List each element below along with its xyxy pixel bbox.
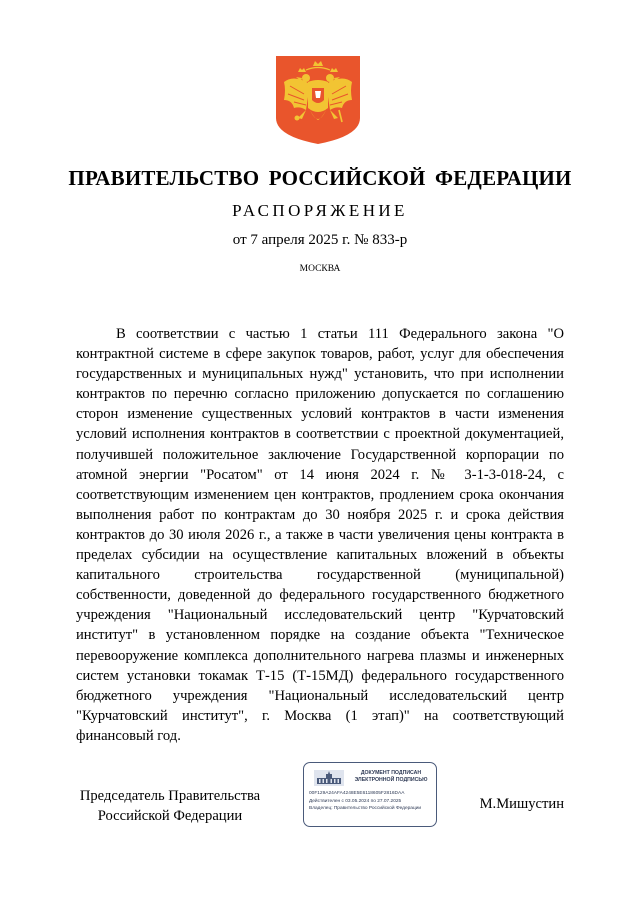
electronic-signature-stamp [303, 762, 437, 827]
stamp-title-line2: ЭЛЕКТРОННОЙ ПОДПИСЬЮ [354, 776, 428, 783]
stamp-validity: Действителен с 03.05.2024 по 27.07.2025 [309, 799, 402, 804]
signer-position-line2: Российской Федерации [97, 808, 243, 824]
coat-of-arms-emblem [276, 56, 360, 144]
stamp-title [348, 770, 434, 783]
signer-position [70, 786, 270, 826]
government-title: ПРАВИТЕЛЬСТВО РОССИЙСКОЙ ФЕДЕРАЦИИ [68, 166, 572, 190]
signer-name: М.Мишустин [479, 796, 564, 812]
document-type: РАСПОРЯЖЕНИЕ [232, 201, 408, 220]
stamp-certificate-serial: 00F129A24AFA4248E5E6118605F2816DAA [309, 791, 405, 796]
government-building-icon [314, 770, 344, 786]
signer-position-line1: Председатель Правительства [79, 788, 261, 804]
order-body-paragraph: В соответствии с частью 1 статьи 111 Федерального закона "О контрактной системе в сфере закупок товаров, работ, услуг для обеспечения государственных и муниципальных нужд" установить, что при исполнении контрактов по перечню согласно приложению допускается по соглашению сторон изменение существенных условий контрактов в части изменения условий исполнения контрактов в соответствии с проектной документацией, получившей положительное заключение Государственной корпорации по атомной энергии "Росатом" от 14 июня 2024 г. № 3-1-3-018-24, с соответствующим изменением цен контрактов, продлением срока окончания выполнения работ по контрактам до 30 ноября 2025 г. и срока действия контрактов до 30 июля 2026 г., а также в части увеличения цены контракта в пределах субсидии на осуществление капитальных вложений в объекты капитального строительства государственной (муниципальной) собственности, доведенной до федерального государственного бюджетного учреждения "Национальный исследовательский центр "Курчатовский институт" в установленном порядке на создание объекта "Техническое перевооружение комплекса дополнительного нагрева плазмы и инженерных систем установки токамак Т-15 (Т-15МД) федерального государственного бюджетного учреждения "Национальный исследовательский центр "Курчатовский институт", г. Москва (1 этап)" на соответствующий финансовый год. [76, 326, 564, 744]
document-city: МОСКВА [299, 264, 341, 274]
stamp-title-line1: ДОКУМЕНТ ПОДПИСАН [360, 770, 422, 776]
stamp-owner: Владелец: Правительство Российской Федерации [309, 806, 422, 811]
document-date-number: от 7 апреля 2025 г. № 833-р [232, 232, 408, 248]
